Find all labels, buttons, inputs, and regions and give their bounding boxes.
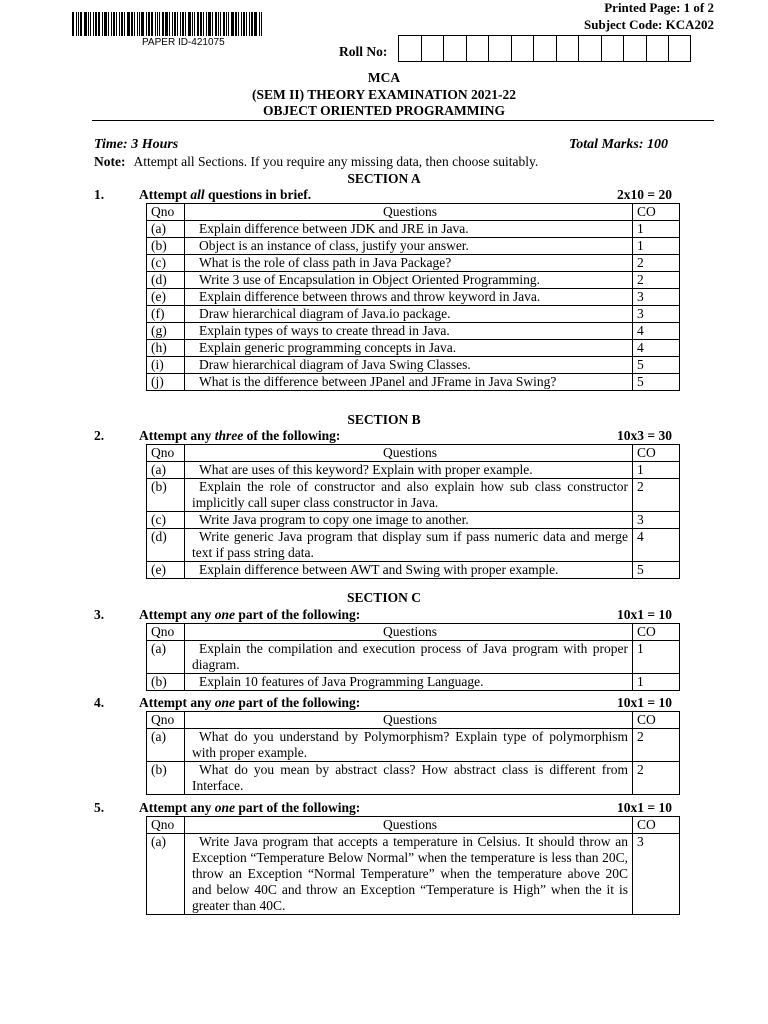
co-header: CO [633, 624, 680, 641]
question-text: What is the role of class path in Java Package? [185, 255, 633, 272]
course-outcome: 3 [633, 834, 680, 915]
roll-no-label: Roll No: [339, 44, 388, 59]
table-header-row [147, 445, 680, 462]
question-label: (j) [147, 374, 185, 391]
question-instruction [139, 428, 340, 444]
question-instruction [139, 607, 360, 623]
instruction-pre: Attempt any [139, 695, 215, 710]
question-label: (a) [147, 729, 185, 762]
question-marks: 10x3 = 30 [617, 428, 672, 443]
table-row [147, 289, 680, 306]
table-row [147, 306, 680, 323]
instruction-pre: Attempt any [139, 607, 215, 622]
question-text: Explain 10 features of Java Programming Language. [185, 674, 633, 691]
subject-code: Subject Code: KCA202 [584, 17, 714, 32]
question-label: (a) [147, 641, 185, 674]
question-instruction [139, 187, 311, 203]
question-text: Write Java program to copy one image to another. [185, 512, 633, 529]
question-text: Draw hierarchical diagram of Java.io package. [185, 306, 633, 323]
section-title: SECTION C [347, 590, 421, 605]
roll-no-boxes[interactable] [398, 35, 691, 62]
question-text: What do you mean by abstract class? How abstract class is different from Interface. [185, 762, 633, 795]
co-header: CO [633, 445, 680, 462]
instruction-post: part of the following: [235, 800, 361, 815]
table-row [147, 323, 680, 340]
question-label: (a) [147, 462, 185, 479]
question-marks: 10x1 = 10 [617, 800, 672, 815]
question-label: (e) [147, 562, 185, 579]
qno-header: Qno [147, 817, 185, 834]
table-row [147, 529, 680, 562]
instruction-emphasis: one [214, 800, 235, 815]
course-outcome: 3 [633, 289, 680, 306]
question-text: What do you understand by Polymorphism? Explain type of polymorphism with proper example. [185, 729, 633, 762]
question-text: Explain difference between JDK and JRE in Java. [185, 221, 633, 238]
instruction-post: part of the following: [235, 607, 361, 622]
subject-title: OBJECT ORIENTED PROGRAMMING [262, 103, 506, 118]
barcode [72, 12, 300, 36]
table-header-row [147, 817, 680, 834]
question-text: What is the difference between JPanel and JFrame in Java Swing? [185, 374, 633, 391]
question-label: (b) [147, 238, 185, 255]
section-title: SECTION A [347, 171, 421, 186]
question-text: Explain the role of constructor and also explain how sub class constructor implicitly call super class constructor in Java. [185, 479, 633, 512]
question-text: Draw hierarchical diagram of Java Swing Classes. [185, 357, 633, 374]
table-row [147, 272, 680, 289]
co-header: CO [633, 204, 680, 221]
question-label: (c) [147, 512, 185, 529]
instruction-pre: Attempt any [139, 428, 215, 443]
course-outcome: 1 [633, 238, 680, 255]
table-header-row [147, 204, 680, 221]
course-outcome: 3 [633, 306, 680, 323]
question-label: (d) [147, 529, 185, 562]
course-title: MCA [367, 70, 401, 85]
questions-table [146, 623, 680, 691]
table-row [147, 729, 680, 762]
instruction-post: of the following: [243, 428, 341, 443]
co-header: CO [633, 712, 680, 729]
questions-header: Questions [185, 712, 633, 729]
instruction-emphasis: all [190, 187, 205, 202]
question-label: (d) [147, 272, 185, 289]
question-label: (i) [147, 357, 185, 374]
paper-id: PAPER ID-421075 [142, 37, 225, 48]
course-outcome: 3 [633, 512, 680, 529]
question-text: Explain the compilation and execution process of Java program with proper diagram. [185, 641, 633, 674]
questions-header: Questions [185, 204, 633, 221]
header-divider [92, 120, 714, 121]
question-text: Explain types of ways to create thread in Java. [185, 323, 633, 340]
questions-header: Questions [185, 817, 633, 834]
question-marks: 10x1 = 10 [617, 695, 672, 710]
question-number: 4. [94, 695, 105, 710]
course-outcome: 1 [633, 674, 680, 691]
questions-header: Questions [185, 624, 633, 641]
course-outcome: 5 [633, 357, 680, 374]
table-row [147, 340, 680, 357]
course-outcome: 4 [633, 340, 680, 357]
note-label: Note: [94, 154, 126, 169]
table-row [147, 834, 680, 915]
course-outcome: 2 [633, 762, 680, 795]
questions-table [146, 816, 680, 915]
question-label: (b) [147, 674, 185, 691]
question-label: (e) [147, 289, 185, 306]
question-number: 5. [94, 800, 105, 815]
question-label: (h) [147, 340, 185, 357]
question-instruction [139, 800, 360, 816]
instruction-pre: Attempt any [139, 800, 215, 815]
question-text: Write Java program that accepts a temperature in Celsius. It should throw an Exception “Temperature Below Normal” when the temperature is less than 20C, throw an Exception “Normal Temperature” when the temperature above 20C and below 40C and throw an Exception “Temperature is High” when the it is greater than 40C. [185, 834, 633, 915]
question-text: Write generic Java program that display sum if pass numeric data and merge text if pass string data. [185, 529, 633, 562]
qno-header: Qno [147, 204, 185, 221]
time-label: Time: 3 Hours [94, 137, 179, 152]
course-outcome: 2 [633, 272, 680, 289]
question-marks: 10x1 = 10 [617, 607, 672, 622]
question-text: What are uses of this keyword? Explain with proper example. [185, 462, 633, 479]
question-label: (b) [147, 479, 185, 512]
table-header-row [147, 712, 680, 729]
question-label: (a) [147, 221, 185, 238]
course-outcome: 2 [633, 255, 680, 272]
table-row [147, 562, 680, 579]
total-marks: Total Marks: 100 [568, 137, 668, 152]
table-row [147, 762, 680, 795]
questions-table [146, 203, 680, 391]
co-header: CO [633, 817, 680, 834]
table-header-row [147, 624, 680, 641]
question-label: (b) [147, 762, 185, 795]
course-outcome: 4 [633, 529, 680, 562]
question-text: Write 3 use of Encapsulation in Object Oriented Programming. [185, 272, 633, 289]
table-row [147, 462, 680, 479]
note-text: Attempt all Sections. If you require any missing data, then choose suitably. [133, 154, 539, 169]
exam-title: (SEM II) THEORY EXAMINATION 2021-22 [251, 87, 517, 102]
question-number: 1. [94, 187, 105, 202]
qno-header: Qno [147, 445, 185, 462]
instruction-post: questions in brief. [204, 187, 312, 202]
qno-header: Qno [147, 624, 185, 641]
question-label: (a) [147, 834, 185, 915]
instruction-emphasis: one [214, 607, 235, 622]
question-marks: 2x10 = 20 [617, 187, 672, 202]
course-outcome: 2 [633, 479, 680, 512]
question-label: (c) [147, 255, 185, 272]
section-title: SECTION B [347, 412, 421, 427]
qno-header: Qno [147, 712, 185, 729]
course-outcome: 1 [633, 462, 680, 479]
question-text: Object is an instance of class, justify your answer. [185, 238, 633, 255]
table-row [147, 512, 680, 529]
question-number: 3. [94, 607, 105, 622]
questions-table [146, 711, 680, 795]
table-row [147, 479, 680, 512]
course-outcome: 5 [633, 562, 680, 579]
course-outcome: 2 [633, 729, 680, 762]
course-outcome: 1 [633, 641, 680, 674]
questions-table [146, 444, 680, 579]
question-text: Explain difference between AWT and Swing with proper example. [185, 562, 633, 579]
questions-header: Questions [185, 445, 633, 462]
table-row [147, 374, 680, 391]
table-row [147, 641, 680, 674]
instruction-emphasis: one [214, 695, 235, 710]
question-label: (f) [147, 306, 185, 323]
table-row [147, 255, 680, 272]
instruction-emphasis: three [214, 428, 244, 443]
instruction-pre: Attempt [139, 187, 191, 202]
question-text: Explain generic programming concepts in Java. [185, 340, 633, 357]
note [94, 154, 538, 170]
question-label: (g) [147, 323, 185, 340]
table-row [147, 357, 680, 374]
table-row [147, 674, 680, 691]
course-outcome: 5 [633, 374, 680, 391]
question-instruction [139, 695, 360, 711]
course-outcome: 4 [633, 323, 680, 340]
course-outcome: 1 [633, 221, 680, 238]
table-row [147, 238, 680, 255]
printed-page: Printed Page: 1 of 2 [604, 0, 714, 15]
question-text: Explain difference between throws and throw keyword in Java. [185, 289, 633, 306]
question-number: 2. [94, 428, 105, 443]
table-row [147, 221, 680, 238]
instruction-post: part of the following: [235, 695, 361, 710]
